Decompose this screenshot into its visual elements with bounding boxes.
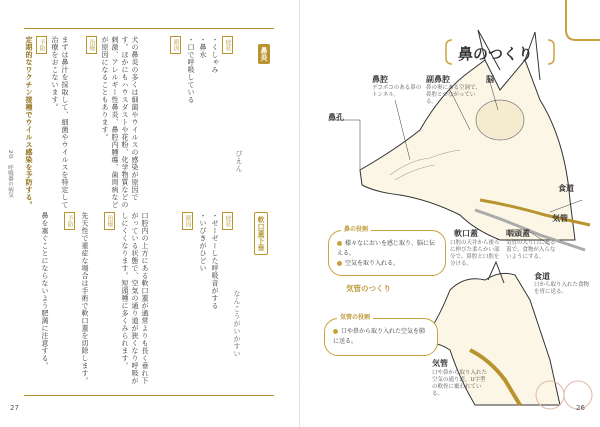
label-nostril: 鼻孔: [328, 113, 344, 122]
label-paranasal: 副鼻腔: [426, 75, 450, 84]
soft-palate-title: 軟口蓋下垂: [254, 212, 268, 255]
soft-palate-symptoms-head: 症状: [222, 212, 233, 230]
soft-palate-cause-head: 原因: [182, 212, 193, 230]
soft-palate-treatment-text: 先天性で重症な場合は手術で軟口蓋を切除します。: [81, 212, 89, 385]
label-soft-palate: 軟口蓋: [454, 229, 478, 238]
nose-role-item-2: 空気を取り入れる。: [337, 259, 437, 269]
desc-soft-palate: 口腔の天井から後ろに伸びた柔らかい部分で、鼻腔と口腔を分ける。: [450, 240, 500, 267]
desc-paranasal: 鼻の奥にある空洞で、鼻腔とつながっている。: [426, 85, 481, 105]
rhinitis-treatment-text: まずは鼻汁を採取して、細菌やウイルスを特定して治療をおこないます。: [51, 36, 69, 209]
trachea-role-item-1: 口や鼻から取り入れた空気を肺に送る。: [333, 328, 426, 345]
rhinitis-symptom-1: ・くしゃみ: [211, 36, 219, 74]
rhinitis-cause-head: 原因: [170, 36, 181, 54]
soft-palate-cause-text: 口腔内の上方にある軟口蓋が通常よりも長く垂れ下がっている状態で、空気の通り道が狭くなり呼吸がしにくくなります。短頭種に多くみられます。: [121, 212, 149, 385]
rhinitis-cause-text: 犬の鼻炎の多くは細菌やウイルスの感染が原因です。ほかにもハウスダストや花粉、化学物質などの刺激、アレルギー性鼻炎、鼻腔内腫瘍、歯周病などが原因になることもあります。: [101, 36, 139, 209]
soft-palate-prevention-head: 予防: [64, 212, 75, 230]
page-title: 鼻のつくり: [458, 45, 534, 63]
rhinitis-prevention-text: 定期的なワクチン接種でウイルス感染を予防する。: [25, 36, 34, 209]
left-bottom-rule: [24, 395, 274, 396]
rhinitis-symptom-2: ・鼻水: [199, 36, 207, 59]
trachea-section-title: 気管のつくり: [346, 284, 391, 293]
left-page-number: 27: [10, 404, 19, 412]
label-larynx: 咽頭蓋: [506, 229, 530, 238]
desc-esophagus-2: 口から取り入れた食物を胃に送る。: [534, 282, 590, 295]
nose-role-item-1: 様々なにおいを感じ取り、脳に伝える。: [337, 240, 436, 257]
trachea-role-title: 気管の役割: [337, 313, 373, 323]
soft-palate-reading: なんこうがいかすい: [233, 290, 241, 358]
desc-nasal-cavity: デコボコのある鼻のトンネル。: [372, 85, 422, 98]
rhinitis-treatment-head: 治療: [86, 36, 97, 54]
soft-palate-symptom-2: ・いびきがひどい: [199, 212, 207, 272]
rhinitis-prevention-head: 予防: [36, 36, 47, 54]
rhinitis-symptoms-head: 症状: [222, 36, 233, 54]
soft-palate-treatment-head: 治療: [104, 212, 115, 230]
rhinitis-title: 鼻炎: [258, 44, 270, 64]
nose-role-title: 鼻の役割: [341, 225, 371, 235]
right-page: [300, 0, 600, 427]
desc-larynx: 気管の入り口にある蓋で、食物が入らないようにする。: [506, 240, 556, 260]
label-brain: 脳: [486, 75, 494, 84]
right-page-number: 26: [576, 404, 585, 412]
label-nasal-cavity: 鼻腔: [372, 75, 388, 84]
label-esophagus: 食道: [558, 184, 574, 193]
rhinitis-reading: びえん: [235, 150, 243, 173]
label-trachea: 気管: [552, 214, 568, 223]
rhinitis-symptom-3: ・口で呼吸している: [187, 36, 195, 104]
left-top-rule: [24, 28, 274, 29]
nose-role-box: [328, 226, 446, 276]
soft-palate-symptom-1: ・ゼーゼーした呼吸音がする: [211, 212, 219, 310]
label-trachea-2: 気管: [432, 359, 448, 368]
label-esophagus-2: 食道: [534, 272, 550, 281]
trachea-role-box: [324, 314, 438, 356]
soft-palate-prevention-text: 鼻を塞ぐことにならないよう肥満に注意する。: [41, 212, 49, 370]
desc-trachea-2: 口や鼻から取り入れた空気の通り道。U字型の軟骨に覆われている。: [432, 370, 488, 397]
side-tab: 2章 呼吸器の病気: [7, 150, 13, 198]
